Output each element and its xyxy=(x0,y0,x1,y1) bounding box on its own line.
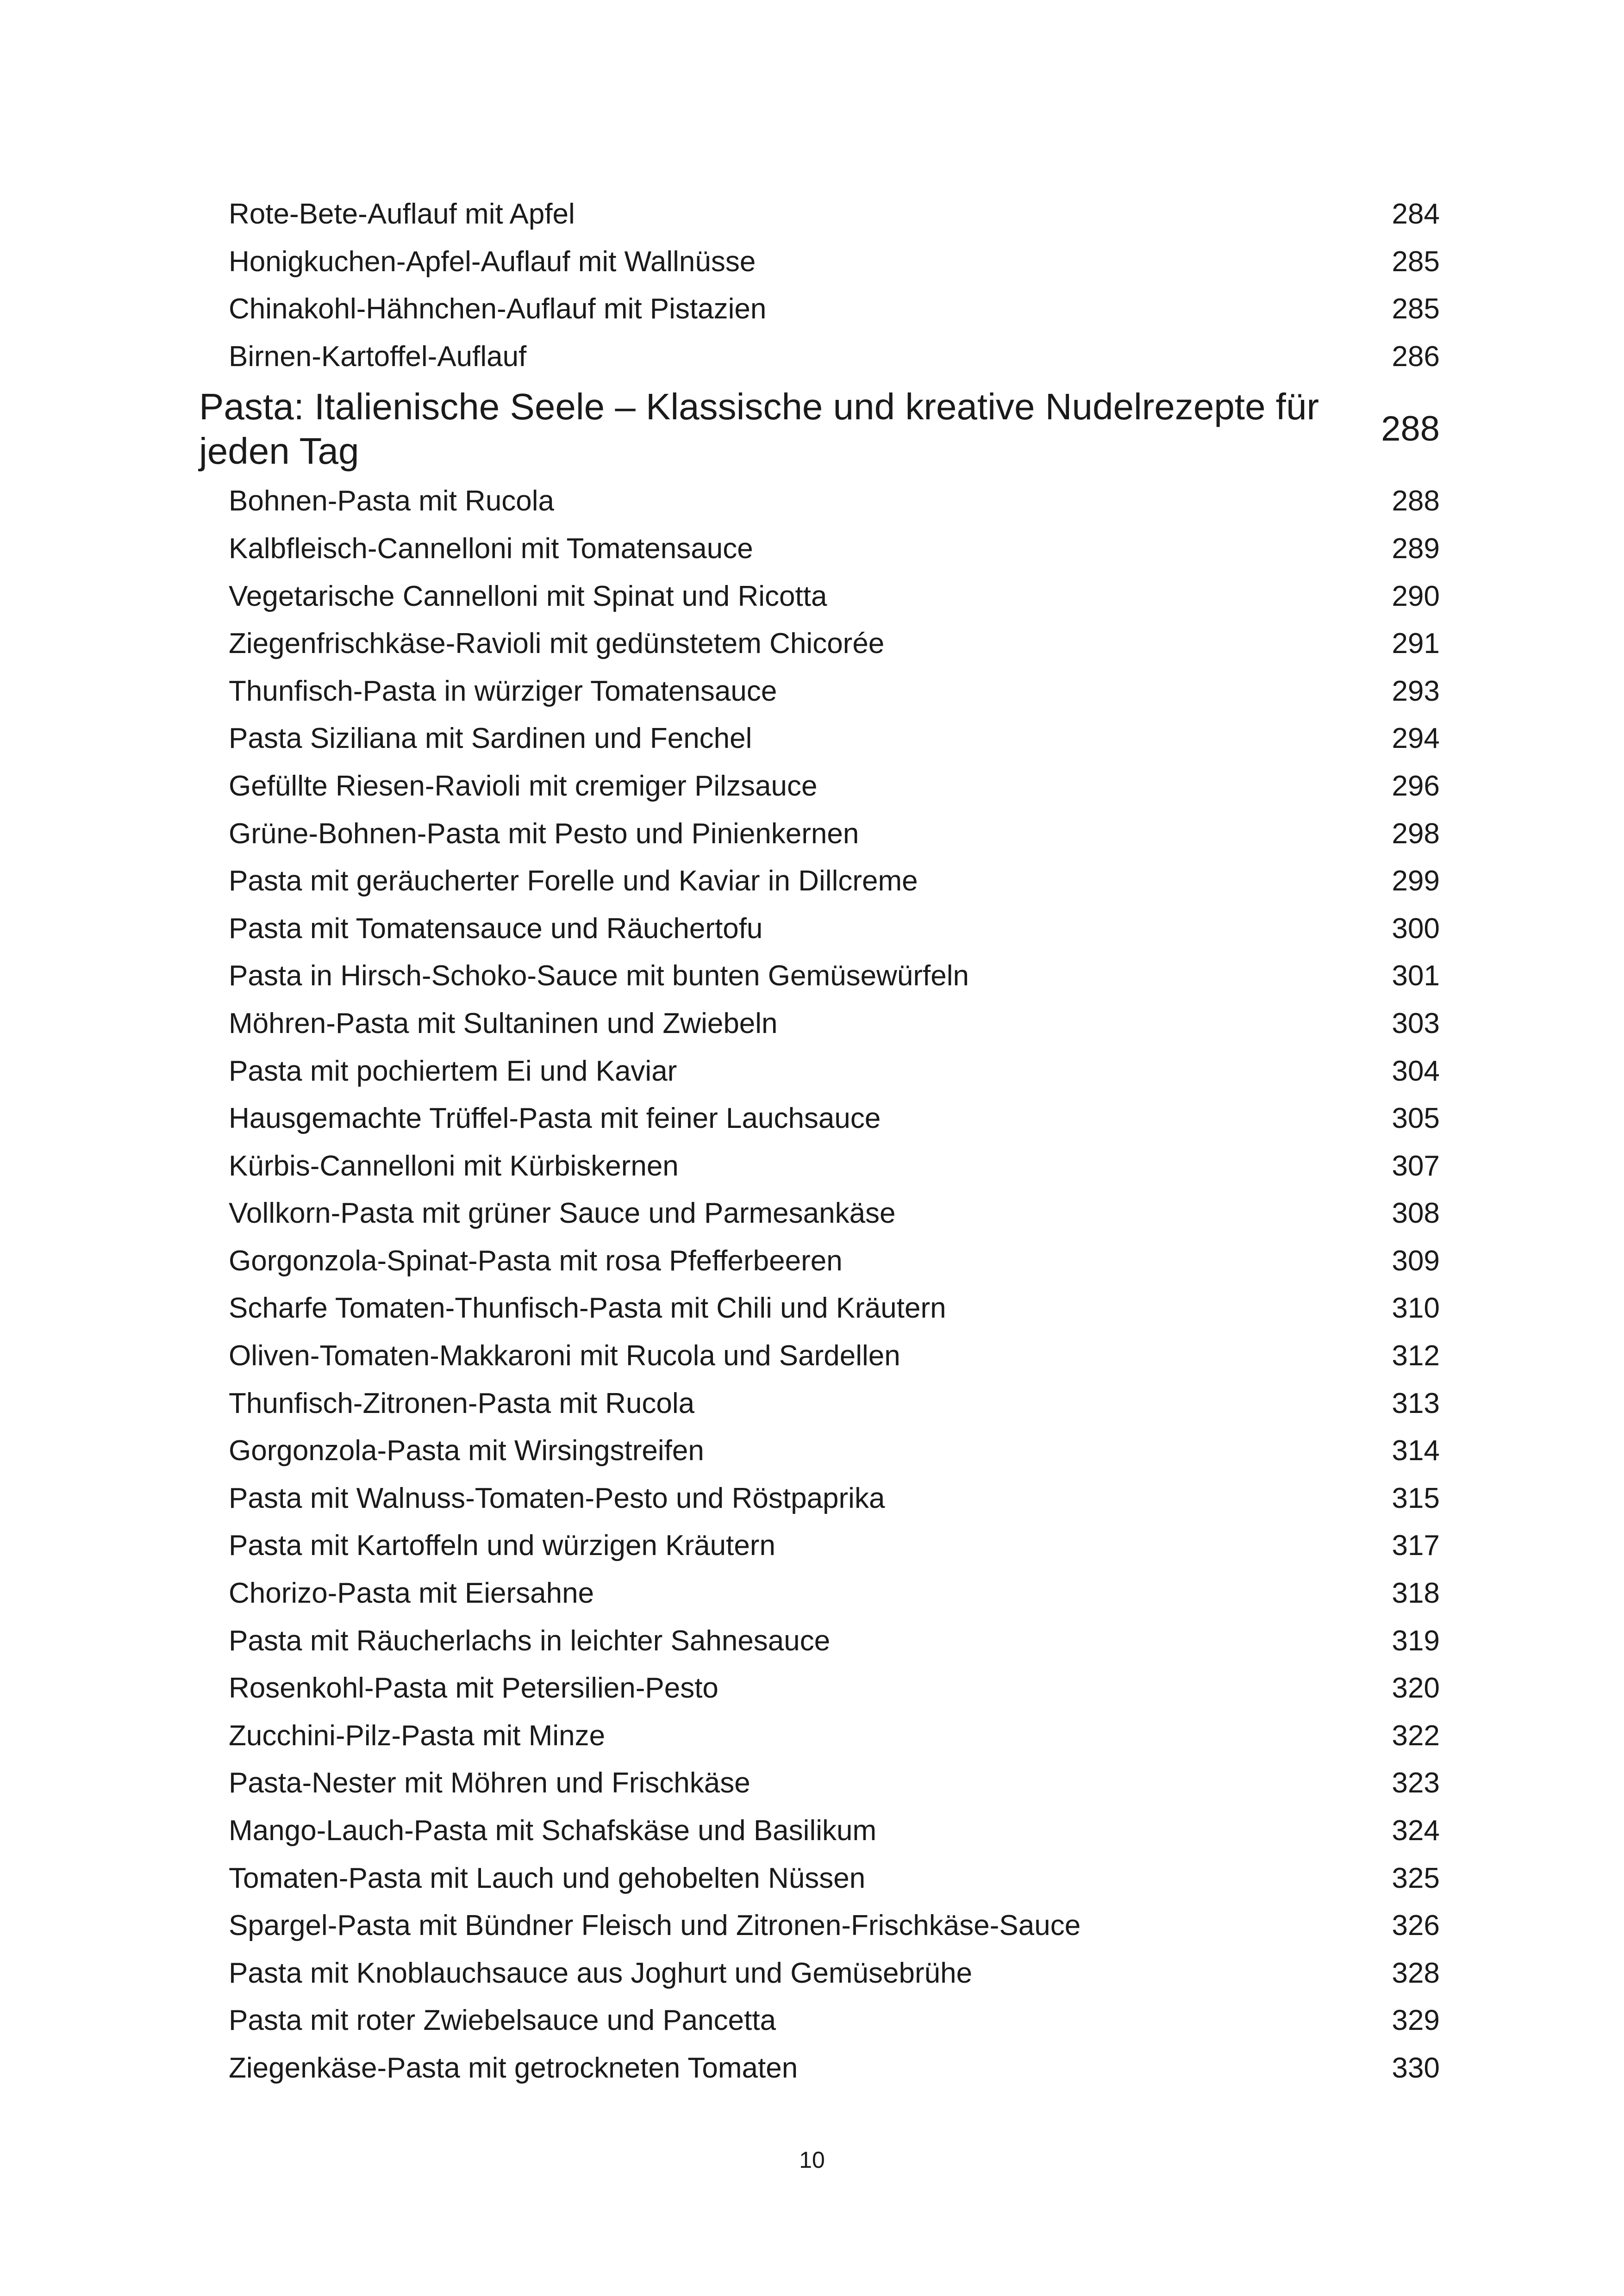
toc-entry[interactable] xyxy=(199,1095,1440,1143)
toc-entry-title: Pasta mit geräucherter Forelle und Kaviar in Dillcreme xyxy=(229,865,918,897)
toc-entry-page-number: 317 xyxy=(1392,1530,1440,1562)
table-of-contents xyxy=(199,191,1440,2092)
toc-entry-page-number: 291 xyxy=(1392,628,1440,660)
toc-entry-page-number: 307 xyxy=(1392,1150,1440,1182)
toc-entry[interactable] xyxy=(199,525,1440,573)
toc-entry-title: Pasta mit Tomatensauce und Räuchertofu xyxy=(229,912,763,945)
toc-entry[interactable] xyxy=(199,763,1440,810)
toc-entry-title: Grüne-Bohnen-Pasta mit Pesto und Pinienkernen xyxy=(229,817,859,850)
toc-entry-title: Rote-Bete-Auflauf mit Apfel xyxy=(229,198,575,230)
toc-entry-title: Gorgonzola-Spinat-Pasta mit rosa Pfefferbeeren xyxy=(229,1244,843,1277)
toc-entry-page-number: 299 xyxy=(1392,865,1440,897)
toc-entry-page-number: 313 xyxy=(1392,1387,1440,1419)
toc-entry-title: Mango-Lauch-Pasta mit Schafskäse und Basilikum xyxy=(229,1815,877,1847)
toc-entry[interactable] xyxy=(199,1000,1440,1048)
toc-entry[interactable] xyxy=(199,286,1440,333)
toc-section-before xyxy=(199,191,1440,380)
toc-entry-title: Birnen-Kartoffel-Auflauf xyxy=(229,340,527,373)
toc-section-after xyxy=(199,478,1440,2092)
toc-entry-title: Vegetarische Cannelloni mit Spinat und Ricotta xyxy=(229,580,827,612)
toc-entry[interactable] xyxy=(199,1522,1440,1570)
toc-entry[interactable] xyxy=(199,1712,1440,1760)
toc-entry[interactable] xyxy=(199,905,1440,953)
toc-entry-title: Tomaten-Pasta mit Lauch und gehobelten Nüssen xyxy=(229,1862,866,1894)
toc-entry[interactable] xyxy=(199,1760,1440,1807)
toc-entry-page-number: 320 xyxy=(1392,1672,1440,1705)
toc-entry-title: Hausgemachte Trüffel-Pasta mit feiner Lauchsauce xyxy=(229,1102,881,1135)
toc-entry-page-number: 329 xyxy=(1392,2004,1440,2037)
toc-entry[interactable] xyxy=(199,1285,1440,1332)
toc-entry-title: Gefüllte Riesen-Ravioli mit cremiger Pilzsauce xyxy=(229,770,818,802)
toc-entry-title: Bohnen-Pasta mit Rucola xyxy=(229,485,555,517)
toc-entry[interactable] xyxy=(199,478,1440,525)
toc-entry[interactable] xyxy=(199,1380,1440,1428)
chapter-page-number: 288 xyxy=(1381,409,1440,449)
toc-entry-page-number: 315 xyxy=(1392,1482,1440,1514)
toc-entry-title: Chorizo-Pasta mit Eiersahne xyxy=(229,1577,594,1610)
toc-entry-title: Kürbis-Cannelloni mit Kürbiskernen xyxy=(229,1150,679,1182)
toc-entry-page-number: 293 xyxy=(1392,675,1440,707)
toc-entry-title: Pasta in Hirsch-Schoko-Sauce mit bunten Gemüsewürfeln xyxy=(229,960,969,992)
toc-entry-title: Zucchini-Pilz-Pasta mit Minze xyxy=(229,1719,606,1752)
toc-entry-page-number: 325 xyxy=(1392,1862,1440,1894)
toc-entry-page-number: 322 xyxy=(1392,1719,1440,1752)
toc-entry-page-number: 314 xyxy=(1392,1435,1440,1467)
toc-entry-title: Pasta-Nester mit Möhren und Frischkäse xyxy=(229,1767,750,1799)
toc-entry[interactable] xyxy=(199,668,1440,716)
toc-entry-page-number: 294 xyxy=(1392,722,1440,755)
toc-entry[interactable] xyxy=(199,1950,1440,1997)
toc-entry-title: Vollkorn-Pasta mit grüner Sauce und Parmesankäse xyxy=(229,1197,896,1230)
toc-entry-page-number: 284 xyxy=(1392,198,1440,230)
toc-entry[interactable] xyxy=(199,1618,1440,1665)
toc-entry-title: Chinakohl-Hähnchen-Auflauf mit Pistazien xyxy=(229,293,767,325)
toc-entry-page-number: 330 xyxy=(1392,2052,1440,2084)
toc-entry-page-number: 309 xyxy=(1392,1244,1440,1277)
toc-entry-page-number: 289 xyxy=(1392,532,1440,565)
toc-entry-title: Kalbfleisch-Cannelloni mit Tomatensauce xyxy=(229,532,753,565)
toc-entry-page-number: 319 xyxy=(1392,1624,1440,1657)
toc-entry-title: Oliven-Tomaten-Makkaroni mit Rucola und Sardellen xyxy=(229,1340,900,1372)
toc-entry-page-number: 312 xyxy=(1392,1340,1440,1372)
toc-entry-title: Ziegenkäse-Pasta mit getrockneten Tomaten xyxy=(229,2052,798,2084)
toc-entry[interactable] xyxy=(199,1807,1440,1855)
toc-entry[interactable] xyxy=(199,1570,1440,1618)
toc-entry-title: Pasta mit pochiertem Ei und Kaviar xyxy=(229,1055,677,1087)
toc-entry[interactable] xyxy=(199,1475,1440,1523)
toc-chapter-heading[interactable] xyxy=(199,380,1440,478)
toc-entry-page-number: 300 xyxy=(1392,912,1440,945)
toc-entry-page-number: 290 xyxy=(1392,580,1440,612)
toc-entry-title: Rosenkohl-Pasta mit Petersilien-Pesto xyxy=(229,1672,718,1705)
toc-entry-title: Pasta mit roter Zwiebelsauce und Pancetta xyxy=(229,2004,776,2037)
toc-entry-page-number: 310 xyxy=(1392,1292,1440,1325)
toc-entry[interactable] xyxy=(199,1332,1440,1380)
toc-entry[interactable] xyxy=(199,333,1440,381)
toc-entry[interactable] xyxy=(199,1902,1440,1950)
toc-entry[interactable] xyxy=(199,810,1440,858)
toc-entry-title: Scharfe Tomaten-Thunfisch-Pasta mit Chili und Kräutern xyxy=(229,1292,946,1325)
toc-entry[interactable] xyxy=(199,1665,1440,1712)
toc-entry-title: Möhren-Pasta mit Sultaninen und Zwiebeln xyxy=(229,1007,778,1039)
chapter-title: Pasta: Italienische Seele – Klassische und kreative Nudelrezepte für jeden Tag xyxy=(199,386,1319,472)
toc-entry-page-number: 296 xyxy=(1392,770,1440,802)
toc-entry[interactable] xyxy=(199,1855,1440,1903)
toc-entry-page-number: 303 xyxy=(1392,1007,1440,1039)
footer-page-number: 10 xyxy=(799,2147,825,2173)
toc-entry-page-number: 328 xyxy=(1392,1957,1440,1989)
toc-entry-title: Thunfisch-Zitronen-Pasta mit Rucola xyxy=(229,1387,695,1419)
toc-entry-page-number: 305 xyxy=(1392,1102,1440,1135)
toc-entry[interactable] xyxy=(199,191,1440,238)
toc-entry-title: Thunfisch-Pasta in würziger Tomatensauce xyxy=(229,675,777,707)
toc-entry-page-number: 298 xyxy=(1392,817,1440,850)
toc-entry[interactable] xyxy=(199,573,1440,621)
toc-entry-page-number: 288 xyxy=(1392,485,1440,517)
toc-entry-page-number: 324 xyxy=(1392,1815,1440,1847)
toc-entry[interactable] xyxy=(199,1427,1440,1475)
toc-entry[interactable] xyxy=(199,1143,1440,1190)
toc-entry-page-number: 301 xyxy=(1392,960,1440,992)
toc-entry-page-number: 318 xyxy=(1392,1577,1440,1610)
toc-entry-title: Spargel-Pasta mit Bündner Fleisch und Zitronen-Frischkäse-Sauce xyxy=(229,1910,1081,1942)
toc-entry-page-number: 285 xyxy=(1392,293,1440,325)
toc-entry[interactable] xyxy=(199,715,1440,763)
toc-entry[interactable] xyxy=(199,1048,1440,1095)
toc-entry-page-number: 304 xyxy=(1392,1055,1440,1087)
toc-entry-title: Ziegenfrischkäse-Ravioli mit gedünstetem Chicorée xyxy=(229,628,885,660)
toc-entry-page-number: 326 xyxy=(1392,1910,1440,1942)
toc-entry-page-number: 308 xyxy=(1392,1197,1440,1230)
toc-entry-page-number: 286 xyxy=(1392,340,1440,373)
toc-entry[interactable] xyxy=(199,238,1440,286)
toc-entry-title: Pasta mit Kartoffeln und würzigen Kräutern xyxy=(229,1530,775,1562)
toc-entry[interactable] xyxy=(199,1238,1440,1285)
toc-entry-title: Honigkuchen-Apfel-Auflauf mit Wallnüsse xyxy=(229,245,756,278)
toc-entry-page-number: 285 xyxy=(1392,245,1440,278)
toc-entry-title: Pasta mit Knoblauchsauce aus Joghurt und Gemüsebrühe xyxy=(229,1957,973,1989)
toc-entry[interactable] xyxy=(199,620,1440,668)
toc-entry-title: Pasta Siziliana mit Sardinen und Fenchel xyxy=(229,722,752,755)
toc-entry-title: Gorgonzola-Pasta mit Wirsingstreifen xyxy=(229,1435,704,1467)
toc-entry[interactable] xyxy=(199,1997,1440,2045)
toc-entry-title: Pasta mit Räucherlachs in leichter Sahnesauce xyxy=(229,1624,831,1657)
toc-entry[interactable] xyxy=(199,952,1440,1000)
toc-entry[interactable] xyxy=(199,1190,1440,1238)
toc-entry-title: Pasta mit Walnuss-Tomaten-Pesto und Röstpaprika xyxy=(229,1482,885,1514)
toc-entry[interactable] xyxy=(199,2045,1440,2092)
toc-entry[interactable] xyxy=(199,858,1440,905)
toc-entry-page-number: 323 xyxy=(1392,1767,1440,1799)
